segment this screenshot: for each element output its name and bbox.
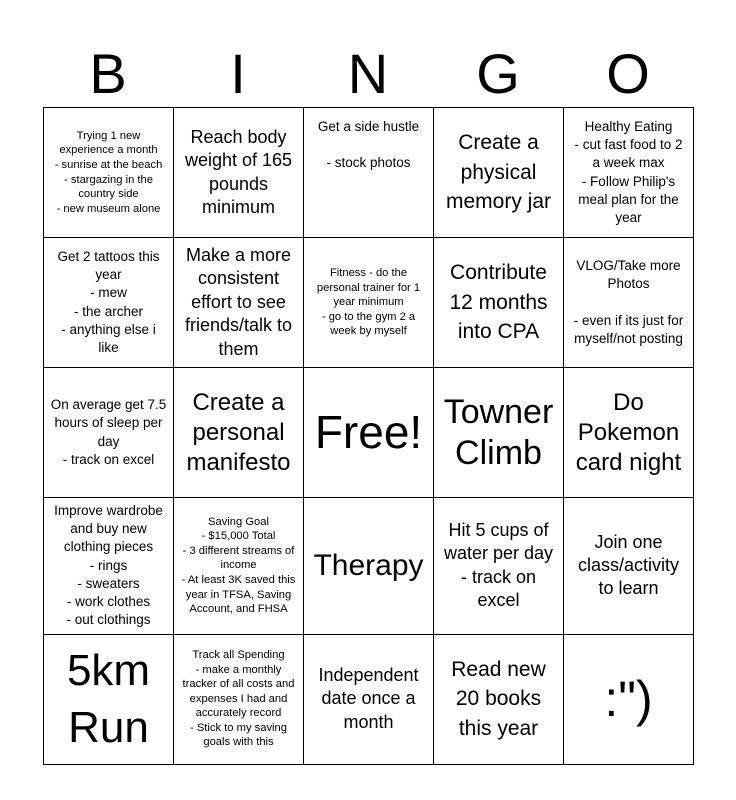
bingo-cell[interactable]: Trying 1 new experience a month - sunrise at the beach - stargazing in the country side - new museum alone — [44, 108, 174, 238]
bingo-cell[interactable]: Create a personal manifesto — [174, 368, 304, 498]
bingo-cell[interactable]: Contribute 12 months into CPA — [434, 238, 564, 368]
bingo-cell[interactable]: Track all Spending - make a monthly tracker of all costs and expenses I had and accurately record - Stick to my saving goals with this — [174, 634, 304, 764]
bingo-cell[interactable]: Therapy — [304, 498, 434, 635]
bingo-cell[interactable]: Saving Goal - $15,000 Total - 3 different streams of income - At least 3K saved this year in TFSA, Saving Account, and FHSA — [174, 498, 304, 635]
bingo-cell[interactable]: Join one class/activity to learn — [564, 498, 694, 635]
bingo-row — [44, 108, 694, 238]
bingo-cell-free[interactable]: Free! — [304, 368, 434, 498]
bingo-cell[interactable]: Read new 20 books this year — [434, 634, 564, 764]
bingo-cell[interactable]: Do Pokemon card night — [564, 368, 694, 498]
bingo-cell[interactable]: Healthy Eating - cut fast food to 2 a week max - Follow Philip's meal plan for the year — [564, 108, 694, 238]
bingo-cell[interactable]: Fitness - do the personal trainer for 1 year minimum - go to the gym 2 a week by myself — [304, 238, 434, 368]
bingo-cell[interactable]: Create a physical memory jar — [434, 108, 564, 238]
header-letter-n: N — [347, 42, 389, 105]
bingo-cell[interactable]: Independent date once a month — [304, 634, 434, 764]
bingo-cell[interactable]: :") — [564, 634, 694, 764]
header-letter-g: G — [476, 42, 520, 105]
bingo-header — [43, 40, 693, 108]
header-letter-b: B — [89, 42, 127, 105]
bingo-cell[interactable]: Get a side hustle - stock photos — [304, 108, 434, 238]
header-letter-o: O — [606, 42, 650, 105]
bingo-cell[interactable]: Reach body weight of 165 pounds minimum — [174, 108, 304, 238]
bingo-row — [44, 368, 694, 498]
bingo-cell[interactable]: Improve wardrobe and buy new clothing pieces - rings - sweaters - work clothes - out clothings — [44, 498, 174, 635]
bingo-cell[interactable]: 5km Run — [44, 634, 174, 764]
bingo-row — [44, 634, 694, 764]
bingo-cell[interactable]: Make a more consistent effort to see friends/talk to them — [174, 238, 304, 368]
header-letter-i: I — [230, 42, 246, 105]
bingo-cell[interactable]: VLOG/Take more Photos - even if its just for myself/not posting — [564, 238, 694, 368]
bingo-row — [44, 498, 694, 635]
bingo-cell[interactable]: On average get 7.5 hours of sleep per day - track on excel — [44, 368, 174, 498]
bingo-grid — [43, 107, 694, 765]
bingo-cell[interactable]: Hit 5 cups of water per day - track on excel — [434, 498, 564, 635]
bingo-cell[interactable]: Get 2 tattoos this year - mew - the archer - anything else i like — [44, 238, 174, 368]
bingo-row — [44, 238, 694, 368]
bingo-cell[interactable]: Towner Climb — [434, 368, 564, 498]
